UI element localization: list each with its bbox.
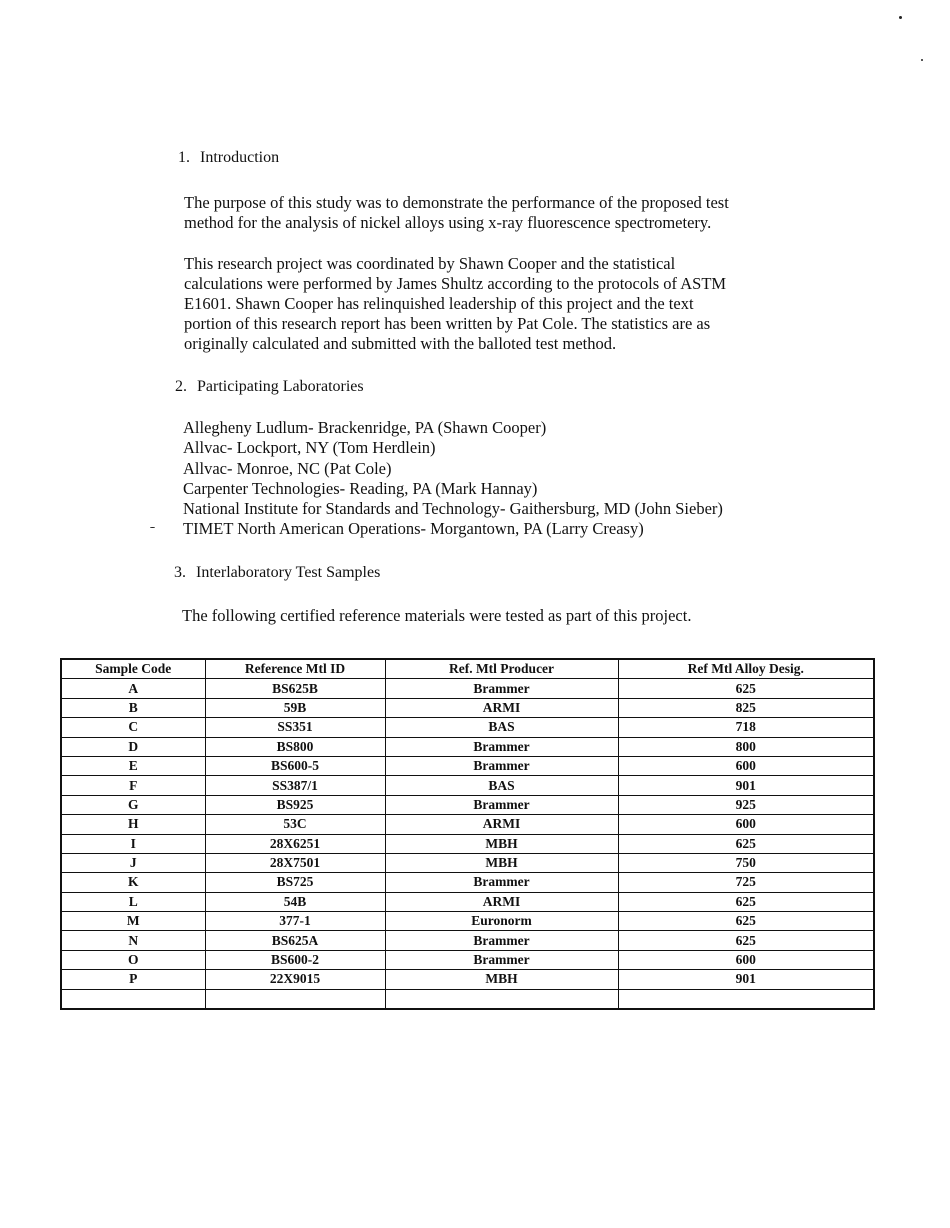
- cell-alloy-desig: 600: [618, 756, 874, 775]
- cell-reference-mtl-id: BS800: [205, 737, 385, 756]
- scan-speck: [150, 527, 155, 528]
- section-heading-introduction: [178, 148, 279, 168]
- cell-sample-code: B: [61, 698, 205, 717]
- cell-ref-mtl-producer: MBH: [385, 834, 618, 853]
- laboratory-item: Allvac- Monroe, NC (Pat Cole): [183, 458, 392, 478]
- cell-ref-mtl-producer: ARMI: [385, 815, 618, 834]
- paragraph-line: E1601. Shawn Cooper has relinquished leadership of this project and the text: [184, 294, 694, 313]
- table-row: [61, 970, 874, 989]
- paragraph-line: originally calculated and submitted with the balloted test method.: [184, 334, 617, 353]
- cell-ref-mtl-producer: Brammer: [385, 737, 618, 756]
- cell-alloy-desig: 925: [618, 795, 874, 814]
- cell-ref-mtl-producer: MBH: [385, 853, 618, 872]
- laboratory-item: Allegheny Ludlum- Brackenridge, PA (Shawn Cooper): [183, 418, 547, 437]
- section-number: 3.: [174, 564, 186, 581]
- table-row: [61, 892, 874, 911]
- reference-materials-table: [60, 658, 873, 1010]
- cell-alloy-desig: 600: [618, 950, 874, 969]
- section-heading-samples: [174, 563, 380, 583]
- table-row: [61, 815, 874, 834]
- cell-ref-mtl-producer: [385, 989, 618, 1009]
- intro-paragraph-purpose: [184, 193, 794, 233]
- table-row: [61, 698, 874, 717]
- scan-speck: [921, 59, 923, 61]
- cell-alloy-desig: 625: [618, 912, 874, 931]
- cell-ref-mtl-producer: Brammer: [385, 950, 618, 969]
- cell-reference-mtl-id: 53C: [205, 815, 385, 834]
- paragraph-line: method for the analysis of nickel alloys using x-ray fluorescence spectrometery.: [184, 213, 712, 232]
- section-heading-laboratories: [175, 377, 364, 397]
- cell-ref-mtl-producer: ARMI: [385, 892, 618, 911]
- table-header-row: [61, 659, 874, 679]
- cell-alloy-desig: 725: [618, 873, 874, 892]
- table-row: [61, 737, 874, 756]
- table-row: [61, 931, 874, 950]
- laboratory-item: Allvac- Lockport, NY (Tom Herdlein): [183, 438, 436, 458]
- cell-alloy-desig: 750: [618, 853, 874, 872]
- table-row: [61, 756, 874, 775]
- cell-reference-mtl-id: SS351: [205, 718, 385, 737]
- cell-alloy-desig: 625: [618, 679, 874, 698]
- cell-sample-code: J: [61, 853, 205, 872]
- cell-alloy-desig: 625: [618, 931, 874, 950]
- table-row: [61, 853, 874, 872]
- cell-alloy-desig: 901: [618, 970, 874, 989]
- cell-reference-mtl-id: 28X6251: [205, 834, 385, 853]
- laboratory-list: [183, 418, 723, 540]
- cell-sample-code: A: [61, 679, 205, 698]
- header-reference-mtl-id: Reference Mtl ID: [205, 659, 385, 679]
- cell-sample-code: E: [61, 756, 205, 775]
- section-number: 1.: [178, 149, 190, 166]
- cell-reference-mtl-id: BS600-2: [205, 950, 385, 969]
- table-row: [61, 989, 874, 1009]
- cell-alloy-desig: [618, 989, 874, 1009]
- cell-sample-code: F: [61, 776, 205, 795]
- cell-reference-mtl-id: 377-1: [205, 912, 385, 931]
- cell-sample-code: M: [61, 912, 205, 931]
- cell-ref-mtl-producer: Euronorm: [385, 912, 618, 931]
- header-ref-mtl-producer: Ref. Mtl Producer: [385, 659, 618, 679]
- cell-sample-code: D: [61, 737, 205, 756]
- cell-ref-mtl-producer: BAS: [385, 776, 618, 795]
- cell-sample-code: [61, 989, 205, 1009]
- cell-alloy-desig: 800: [618, 737, 874, 756]
- laboratory-item: TIMET North American Operations- Morgantown, PA (Larry Creasy): [183, 519, 644, 539]
- section-title: Participating Laboratories: [197, 378, 364, 395]
- header-sample-code: Sample Code: [61, 659, 205, 679]
- cell-ref-mtl-producer: Brammer: [385, 931, 618, 950]
- paragraph-line: The following certified reference materials were tested as part of this project.: [182, 606, 692, 625]
- cell-ref-mtl-producer: BAS: [385, 718, 618, 737]
- cell-reference-mtl-id: BS625B: [205, 679, 385, 698]
- header-ref-mtl-alloy-desig: Ref Mtl Alloy Desig.: [618, 659, 874, 679]
- cell-sample-code: K: [61, 873, 205, 892]
- cell-ref-mtl-producer: Brammer: [385, 795, 618, 814]
- samples-intro-paragraph: [182, 606, 792, 626]
- table-row: [61, 912, 874, 931]
- paragraph-line: The purpose of this study was to demonstrate the performance of the proposed test: [184, 193, 729, 212]
- table-row: [61, 873, 874, 892]
- cell-reference-mtl-id: BS625A: [205, 931, 385, 950]
- cell-reference-mtl-id: BS725: [205, 873, 385, 892]
- cell-ref-mtl-producer: Brammer: [385, 756, 618, 775]
- cell-alloy-desig: 625: [618, 834, 874, 853]
- cell-alloy-desig: 901: [618, 776, 874, 795]
- table-body: [61, 679, 874, 1009]
- laboratory-item: National Institute for Standards and Technology- Gaithersburg, MD (John Sieber): [183, 499, 723, 519]
- cell-reference-mtl-id: SS387/1: [205, 776, 385, 795]
- section-title: Introduction: [200, 149, 280, 166]
- cell-sample-code: G: [61, 795, 205, 814]
- cell-sample-code: P: [61, 970, 205, 989]
- intro-paragraph-coordination: [184, 254, 794, 354]
- table-row: [61, 679, 874, 698]
- cell-ref-mtl-producer: MBH: [385, 970, 618, 989]
- table-row: [61, 776, 874, 795]
- table-row: [61, 718, 874, 737]
- cell-sample-code: O: [61, 950, 205, 969]
- cell-sample-code: H: [61, 815, 205, 834]
- cell-alloy-desig: 600: [618, 815, 874, 834]
- cell-sample-code: N: [61, 931, 205, 950]
- cell-alloy-desig: 825: [618, 698, 874, 717]
- cell-ref-mtl-producer: Brammer: [385, 873, 618, 892]
- cell-alloy-desig: 625: [618, 892, 874, 911]
- cell-reference-mtl-id: BS925: [205, 795, 385, 814]
- scan-speck: [899, 16, 902, 19]
- laboratory-item: Carpenter Technologies- Reading, PA (Mark Hannay): [183, 478, 538, 498]
- section-number: 2.: [175, 378, 187, 395]
- cell-reference-mtl-id: 59B: [205, 698, 385, 717]
- cell-sample-code: L: [61, 892, 205, 911]
- cell-reference-mtl-id: 28X7501: [205, 853, 385, 872]
- paragraph-line: This research project was coordinated by Shawn Cooper and the statistical: [184, 254, 676, 273]
- section-title: Interlaboratory Test Samples: [196, 564, 381, 581]
- table-row: [61, 950, 874, 969]
- cell-reference-mtl-id: BS600-5: [205, 756, 385, 775]
- cell-sample-code: C: [61, 718, 205, 737]
- table-row: [61, 834, 874, 853]
- cell-reference-mtl-id: [205, 989, 385, 1009]
- cell-ref-mtl-producer: Brammer: [385, 679, 618, 698]
- cell-sample-code: I: [61, 834, 205, 853]
- cell-ref-mtl-producer: ARMI: [385, 698, 618, 717]
- paragraph-line: portion of this research report has been written by Pat Cole. The statistics are as: [184, 314, 711, 333]
- cell-reference-mtl-id: 22X9015: [205, 970, 385, 989]
- cell-alloy-desig: 718: [618, 718, 874, 737]
- paragraph-line: calculations were performed by James Shultz according to the protocols of ASTM: [184, 274, 727, 293]
- table-row: [61, 795, 874, 814]
- cell-reference-mtl-id: 54B: [205, 892, 385, 911]
